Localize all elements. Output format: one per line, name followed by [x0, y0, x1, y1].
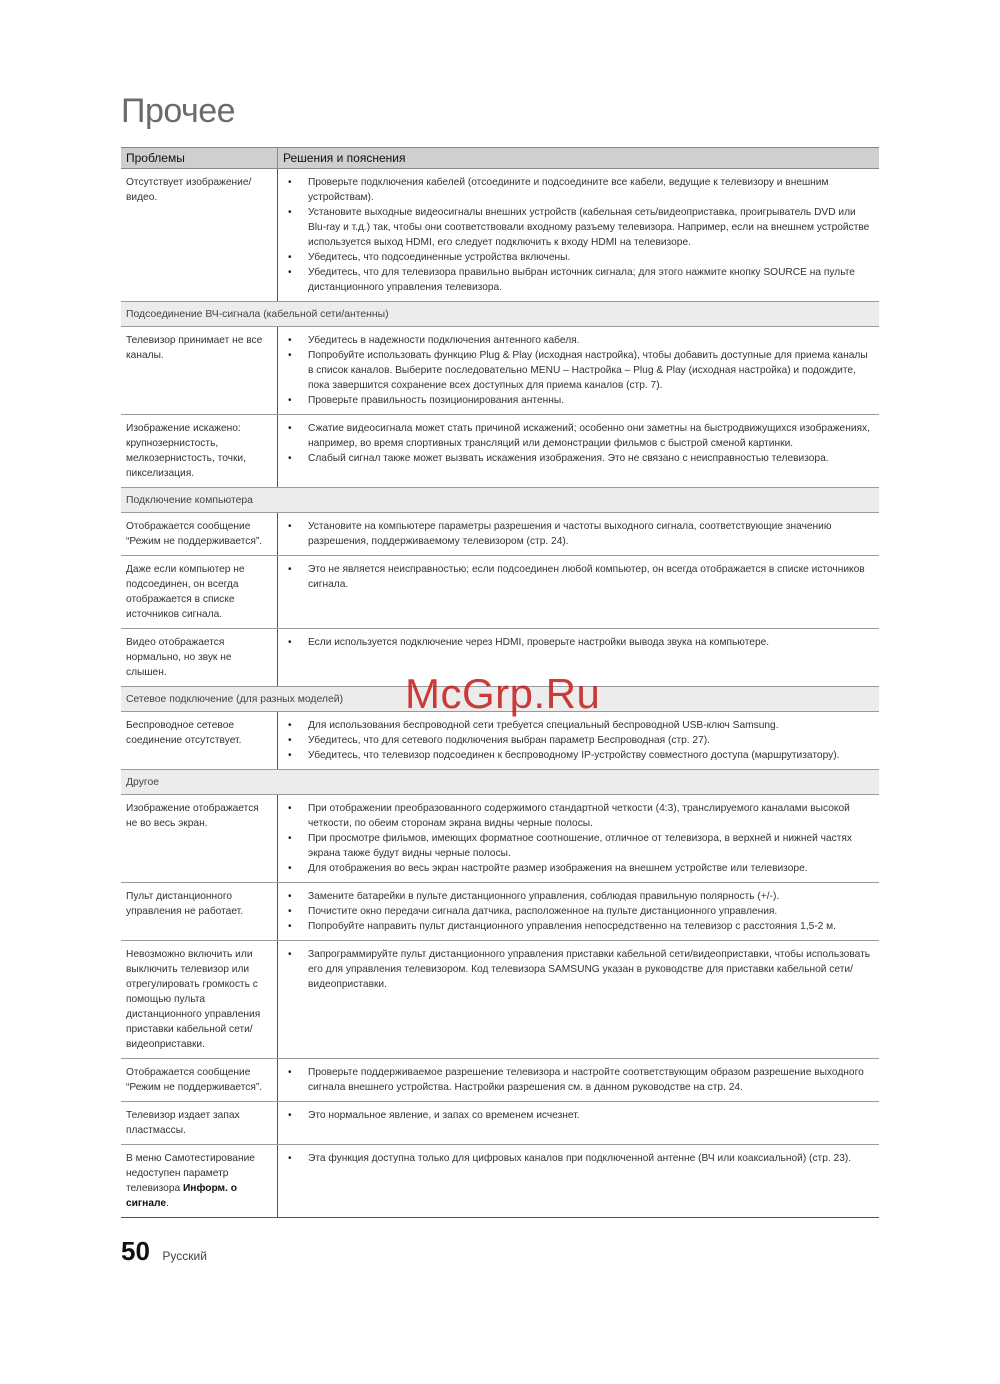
problem-cell: Беспроводное сетевое соединение отсутствует.	[121, 712, 278, 770]
solution-cell	[278, 327, 880, 415]
solution-item: • Установите выходные видеосигналы внешних устройств (кабельная сеть/видеоприставка, проигрыватель DVD или Blu-ray и т.д.) так, чтобы они соответствовали входному разъему телевизора. Например, если на внешнем устройстве используется выход HDMI, его следует подключить к входу HDMI на телевизоре.	[286, 205, 874, 250]
solution-cell	[278, 712, 880, 770]
table-row	[121, 795, 879, 883]
solution-item: • Убедитесь, что подсоединенные устройства включены.	[286, 250, 874, 265]
column-header-solutions: Решения и пояснения	[278, 148, 880, 169]
solution-list	[286, 421, 874, 466]
solution-list	[286, 801, 874, 876]
table-row	[121, 712, 879, 770]
table-row	[121, 629, 879, 687]
table-row	[121, 1102, 879, 1145]
solution-cell	[278, 941, 880, 1059]
solution-item: • Почистите окно передачи сигнала датчика, расположенное на пульте дистанционного управления.	[286, 904, 874, 919]
solution-cell	[278, 556, 880, 629]
solution-item: • Убедитесь, что для телевизора правильно выбран источник сигнала; для этого нажмите кнопку SOURCE на пульте дистанционного управления телевизора.	[286, 265, 874, 295]
solution-cell	[278, 169, 880, 302]
table-row	[121, 415, 879, 488]
solution-list	[286, 1151, 874, 1166]
solution-item: • Замените батарейки в пульте дистанционного управления, соблюдая правильную полярность (+/-).	[286, 889, 874, 904]
table-row	[121, 1145, 879, 1218]
problem-cell: Видео отображается нормально, но звук не слышен.	[121, 629, 278, 687]
table-row	[121, 941, 879, 1059]
table-row	[121, 556, 879, 629]
section-row	[121, 302, 879, 327]
solution-list	[286, 333, 874, 408]
page-title: Прочее	[121, 92, 236, 130]
problem-cell: Невозможно включить или выключить телевизор или отрегулировать громкость с помощью пульта дистанционного управления приставки кабельной сети/ видеоприставки.	[121, 941, 278, 1059]
solution-item: • Убедитесь, что телевизор подсоединен к беспроводному IP-устройству совместного доступа (маршрутизатору).	[286, 748, 874, 763]
solution-item: • Для использования беспроводной сети требуется специальный беспроводной USB-ключ Samsung.	[286, 718, 874, 733]
solution-item: • Попробуйте использовать функцию Plug & Play (исходная настройка), чтобы добавить доступные для приема каналы в список каналов. Выберите последовательно MENU – Настройка – Plug & Play (исходная настройка) и подождите, пока завершится сохранение всех доступных для приема каналов (стр. 7).	[286, 348, 874, 393]
column-header-problems: Проблемы	[121, 148, 278, 169]
solution-list	[286, 635, 874, 650]
table-row	[121, 513, 879, 556]
solution-cell	[278, 1145, 880, 1218]
solution-item: • Если используется подключение через HDMI, проверьте настройки вывода звука на компьютере.	[286, 635, 874, 650]
solution-item: • Убедитесь в надежности подключения антенного кабеля.	[286, 333, 874, 348]
solution-cell	[278, 629, 880, 687]
problem-cell: Отображается сообщение “Режим не поддерживается”.	[121, 513, 278, 556]
solution-item: • При просмотре фильмов, имеющих форматное соотношение, отличное от телевизора, в верхней и нижней частях экрана также будут видны черные полосы.	[286, 831, 874, 861]
solution-item: • При отображении преобразованного содержимого стандартной четкости (4:3), транслируемого каналами высокой четкости, по обеим сторонам экрана видны черные полосы.	[286, 801, 874, 831]
solution-item: • Запрограммируйте пульт дистанционного управления приставки кабельной сети/видеоприставки, чтобы использовать его для управления телевизором. Код телевизора SAMSUNG указан в руководстве для приставки кабельной сети/видеоприставки.	[286, 947, 874, 992]
solution-item: • Для отображения во весь экран настройте размер изображения на внешнем устройстве или телевизоре.	[286, 861, 874, 876]
solution-item: • Проверьте поддерживаемое разрешение телевизора и настройте соответствующим образом разрешение выходного сигнала внешнего устройства. Настройки разрешения см. в данном руководстве на стр. 24.	[286, 1065, 874, 1095]
solution-cell	[278, 1102, 880, 1145]
footer-language: Русский	[162, 1249, 207, 1263]
problem-cell: Изображение искажено: крупнозернистость, мелкозернистость, точки, пикселизация.	[121, 415, 278, 488]
solution-list	[286, 175, 874, 295]
section-heading: Подсоединение ВЧ-сигнала (кабельной сети/антенны)	[121, 302, 879, 327]
solution-list	[286, 562, 874, 592]
problem-cell	[121, 1145, 278, 1218]
problem-cell: Отображается сообщение “Режим не поддерживается”.	[121, 1059, 278, 1102]
problem-cell: Даже если компьютер не подсоединен, он всегда отображается в списке источников сигнала.	[121, 556, 278, 629]
table-row	[121, 169, 879, 302]
solution-list	[286, 1108, 874, 1123]
solution-item: • Проверьте правильность позиционирования антенны.	[286, 393, 874, 408]
page-footer	[121, 1236, 207, 1267]
solution-list	[286, 947, 874, 992]
solution-item: • Сжатие видеосигнала может стать причиной искажений; особенно они заметны на быстродвижущихся изображениях, например, во время спортивных трансляций или демонстрации фильмов с быстрой сменой картинки.	[286, 421, 874, 451]
table-row	[121, 1059, 879, 1102]
problem-cell: Изображение отображается не во весь экран.	[121, 795, 278, 883]
table-row	[121, 327, 879, 415]
solution-item: • Проверьте подключения кабелей (отсоедините и подсоедините все кабели, ведущие к телевизору и внешним устройствам).	[286, 175, 874, 205]
solution-cell	[278, 513, 880, 556]
section-heading: Подключение компьютера	[121, 488, 879, 513]
problem-cell: Телевизор принимает не все каналы.	[121, 327, 278, 415]
problem-text: В меню Самотестирование недоступен параметр телевизора	[126, 1153, 255, 1194]
solution-list	[286, 519, 874, 549]
solution-item: • Попробуйте направить пульт дистанционного управления непосредственно на телевизор с расстояния 1,5-2 м.	[286, 919, 874, 934]
section-row	[121, 488, 879, 513]
solution-cell	[278, 883, 880, 941]
problem-cell: Отсутствует изображение/ видео.	[121, 169, 278, 302]
solution-item: • Это нормальное явление, и запах со временем исчезнет.	[286, 1108, 874, 1123]
problem-bold-text: Информ. о сигнале	[126, 1183, 237, 1209]
table-header-row	[121, 148, 879, 169]
solution-list	[286, 1065, 874, 1095]
solution-item: • Слабый сигнал также может вызвать искажения изображения. Это не связано с неисправностью телевизора.	[286, 451, 874, 466]
section-heading: Сетевое подключение (для разных моделей)	[121, 687, 879, 712]
problem-end-text: .	[166, 1198, 169, 1209]
solution-list	[286, 718, 874, 763]
troubleshooting-table	[121, 147, 879, 1218]
solution-item: • Убедитесь, что для сетевого подключения выбран параметр Беспроводная (стр. 27).	[286, 733, 874, 748]
table-body	[121, 169, 879, 1218]
section-heading: Другое	[121, 770, 879, 795]
solution-cell	[278, 415, 880, 488]
solution-item: • Эта функция доступна только для цифровых каналов при подключенной антенне (ВЧ или коаксиальной) (стр. 23).	[286, 1151, 874, 1166]
solution-cell	[278, 795, 880, 883]
solution-item: • Установите на компьютере параметры разрешения и частоты выходного сигнала, соответствующие значению разрешения, поддерживаемому телевизором (стр. 24).	[286, 519, 874, 549]
solution-item: • Это не является неисправностью; если подсоединен любой компьютер, он всегда отображается в списке источников сигнала.	[286, 562, 874, 592]
solution-list	[286, 889, 874, 934]
problem-cell: Телевизор издает запах пластмассы.	[121, 1102, 278, 1145]
section-row	[121, 770, 879, 795]
solution-cell	[278, 1059, 880, 1102]
problem-cell: Пульт дистанционного управления не работает.	[121, 883, 278, 941]
watermark: McGrp.Ru	[405, 670, 601, 717]
table-row	[121, 883, 879, 941]
section-row	[121, 687, 879, 712]
page-number: 50	[121, 1236, 150, 1266]
